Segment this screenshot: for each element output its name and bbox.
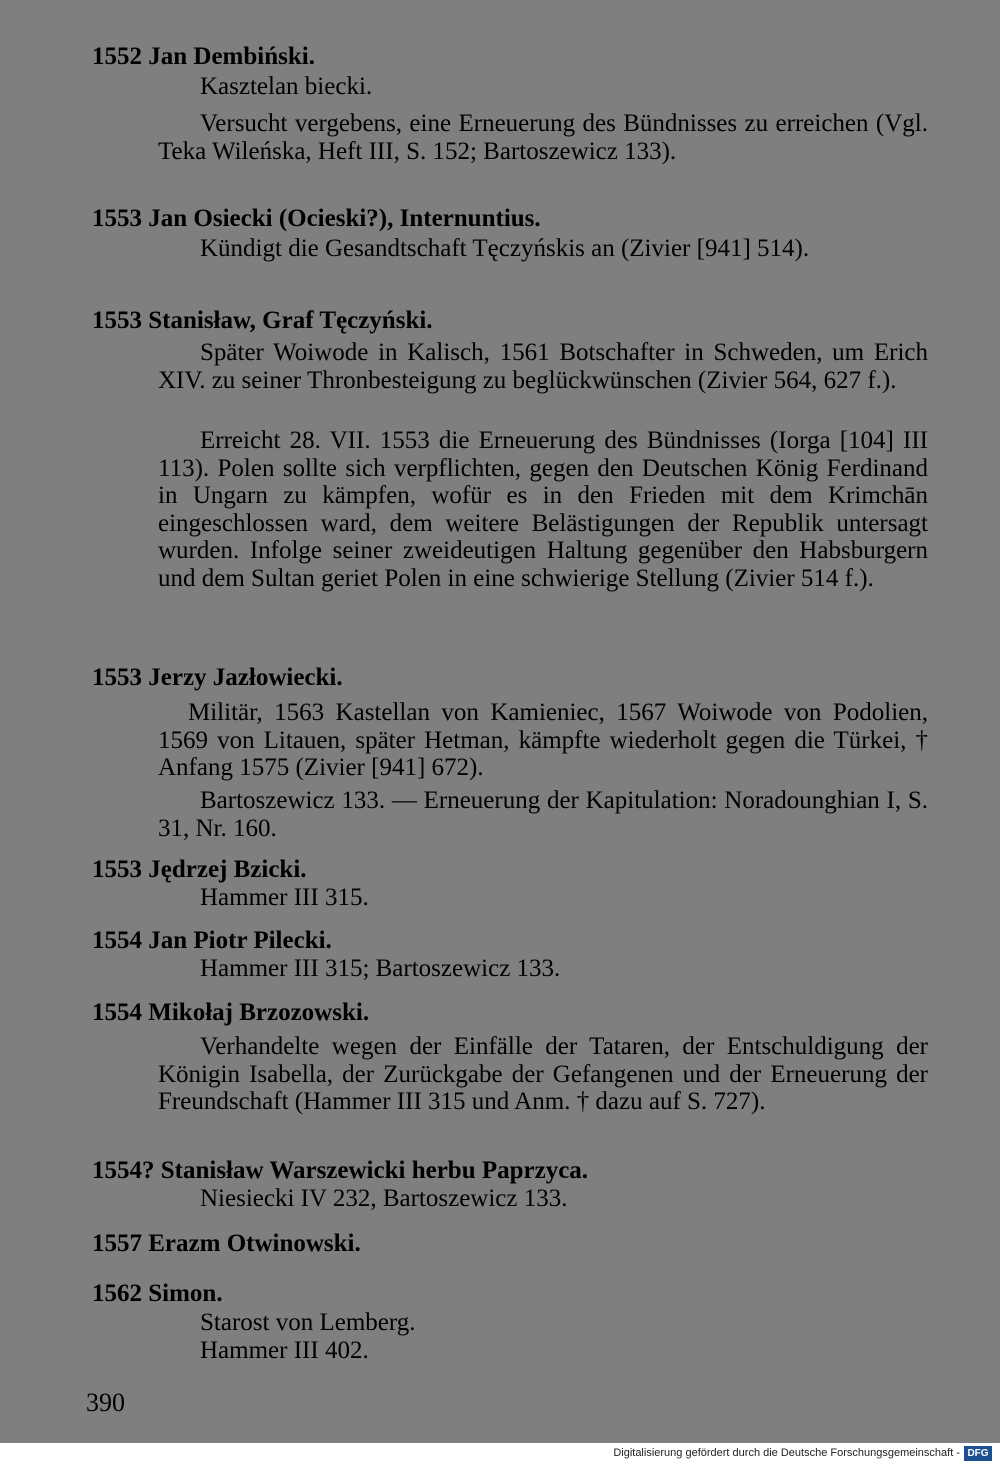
- entry-text: Hammer III 315; Bartoszewicz 133.: [200, 955, 561, 982]
- entry-heading: 1553 Jerzy Jazłowiecki.: [92, 664, 343, 691]
- entry-heading: 1554 Mikołaj Brzozowski.: [92, 999, 370, 1026]
- entry-text: Bartoszewicz 133. — Erneuerung der Kapitulation: Noradounghian I, S. 31, Nr. 160.: [158, 787, 928, 842]
- entry-text: Niesiecki IV 232, Bartoszewicz 133.: [200, 1185, 568, 1212]
- entry-text: Verhandelte wegen der Einfälle der Tataren, der Entschuldigung der Königin Isabella, der Zurückgabe der Gefangenen und der Erneuerung der Freundschaft (Hammer III 315 und Anm. † dazu auf S. 727).: [158, 1033, 928, 1115]
- page-number: 390: [86, 1388, 125, 1417]
- footer-bar: [0, 1443, 1000, 1465]
- entry-heading: 1554? Stanisław Warszewicki herbu Paprzyca.: [92, 1157, 589, 1184]
- entry-heading: 1553 Jan Osiecki (Ocieski?), Internuntius.: [92, 205, 541, 232]
- entry-text: Militär, 1563 Kastellan von Kamieniec, 1567 Woiwode von Podolien, 1569 von Litauen, später Hetman, kämpfte wiederholt gegen die Türkei, † Anfang 1575 (Zivier [941] 672).: [158, 699, 928, 781]
- entry-heading: 1553 Jędrzej Bzicki.: [92, 856, 307, 883]
- entry-heading: 1554 Jan Piotr Pilecki.: [92, 927, 332, 954]
- entry-text: Später Woiwode in Kalisch, 1561 Botschafter in Schweden, um Erich XIV. zu seiner Thronbesteigung zu beglückwünschen (Zivier 564, 627 f.).: [158, 339, 928, 394]
- entry-heading: 1552 Jan Dembiński.: [92, 43, 315, 70]
- entry-text: Hammer III 315.: [200, 884, 369, 911]
- entry-text: Kündigt die Gesandtschaft Tęczyńskis an (Zivier [941] 514).: [200, 235, 810, 262]
- entry-text: Starost von Lemberg.: [200, 1309, 416, 1336]
- entry-heading: 1557 Erazm Otwinowski.: [92, 1230, 361, 1257]
- entry-heading: 1553 Stanisław, Graf Tęczyński.: [92, 307, 433, 334]
- entry-text: Versucht vergebens, eine Erneuerung des Bündnisses zu erreichen (Vgl. Teka Wileńska, Heft III, S. 152; Bartoszewicz 133).: [158, 110, 928, 165]
- dfg-logo: DFG: [964, 1446, 992, 1461]
- entry-text: Kasztelan biecki.: [200, 73, 373, 100]
- entry-heading: 1562 Simon.: [92, 1280, 223, 1307]
- footer-credit: Digitalisierung gefördert durch die Deutsche Forschungsgemeinschaft -: [613, 1447, 960, 1459]
- entry-text: Hammer III 402.: [200, 1337, 369, 1364]
- entry-text: Erreicht 28. VII. 1553 die Erneuerung des Bündnisses (Iorga [104] III 113). Polen sollte sich verpflichten, gegen den Deutschen König Ferdinand in Ungarn zu kämpfen, wofür es in den Frieden mit dem Krimchān eingeschlossen ward, dem weitere Belästigungen der Republik untersagt wurden. Infolge seiner zweideutigen Haltung gegenüber den Habsburgern und dem Sultan geriet Polen in eine schwierige Stellung (Zivier 514 f.).: [158, 427, 928, 592]
